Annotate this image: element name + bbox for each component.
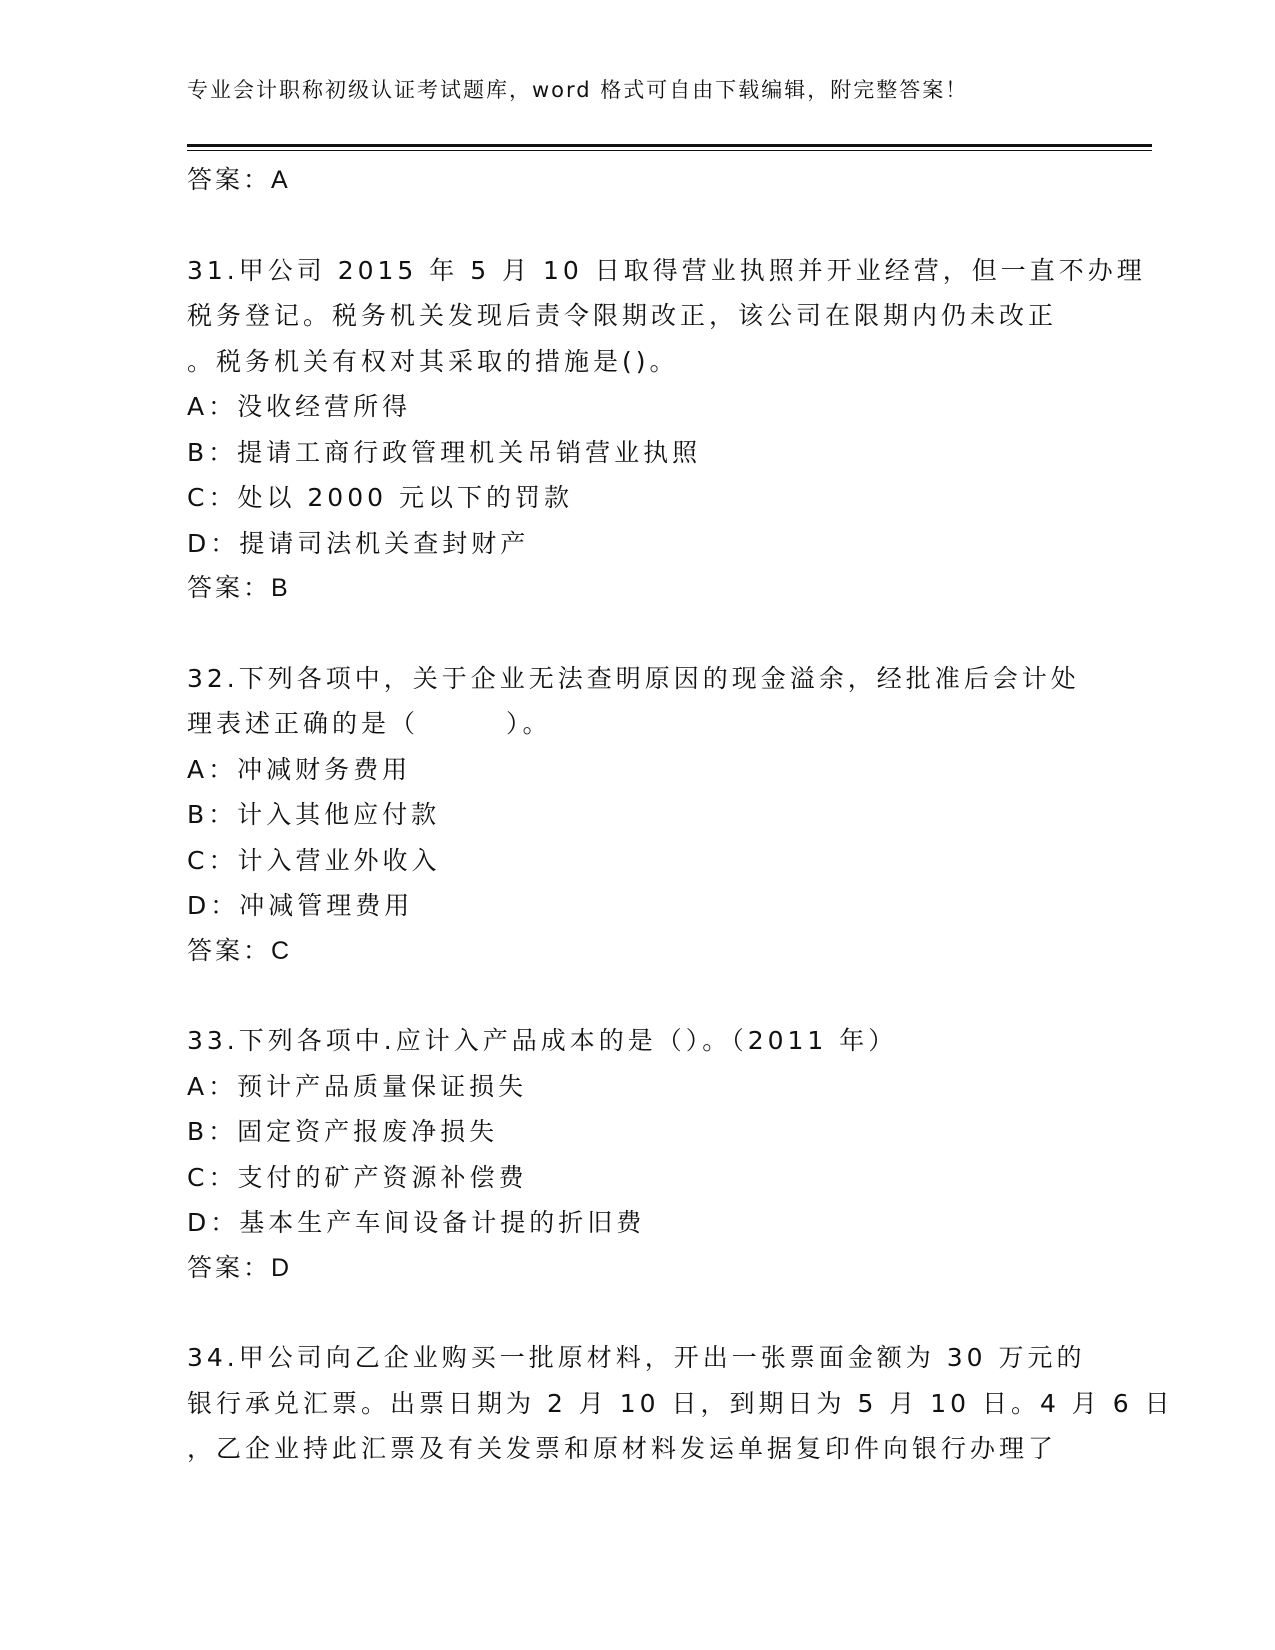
option-c: C：处以 2000 元以下的罚款 (187, 483, 573, 512)
question-text: 34.甲公司向乙企业购买一批原材料，开出一张票面金额为 30 万元的 (187, 1343, 1086, 1372)
option-c: C：计入营业外收入 (187, 845, 441, 875)
question-text: 理表述正确的是（ ）。 (187, 709, 552, 738)
option-a: A：没收经营所得 (187, 392, 412, 421)
answer-line: 答案：B (187, 574, 291, 602)
question-text: 31.甲公司 2015 年 5 月 10 日取得营业执照并开业经营，但一直不办理 (187, 255, 1146, 285)
header-divider-thin (187, 150, 1152, 151)
question-item (187, 248, 1146, 612)
question-item (187, 1018, 1087, 1291)
question-list (187, 158, 1174, 1472)
option-c: C：支付的矿产资源补偿费 (187, 1162, 528, 1192)
option-a: A：冲减财务费用 (187, 754, 412, 784)
option-b: B：固定资产报废净损失 (187, 1117, 499, 1146)
option-b: B：计入其他应付款 (187, 800, 441, 829)
question-text: 33.下列各项中.应计入产品成本的是（）。（2011 年） (187, 1026, 898, 1055)
answer-line: 答案：C (187, 936, 293, 965)
answer-line: 答案：D (187, 1253, 293, 1282)
option-d: D：提请司法机关查封财产 (187, 528, 530, 558)
question-text: 银行承兑汇票。出票日期为 2 月 10 日，到期日为 5 月 10 日。4 月 6 日 (187, 1388, 1174, 1418)
page-header: 专业会计职称初级认证考试题库，word 格式可自由下载编辑，附完整答案！ (187, 78, 969, 102)
question-text: ，乙企业持此汇票及有关发票和原材料发运单据复印件向银行办理了 (187, 1434, 1058, 1463)
header-divider (187, 144, 1152, 147)
question-text: 32.下列各项中，关于企业无法查明原因的现金溢余，经批准后会计处 (187, 663, 1080, 693)
question-item (187, 656, 1087, 975)
option-d: D：冲减管理费用 (187, 891, 414, 920)
option-d: D：基本生产车间设备计提的折旧费 (187, 1208, 646, 1237)
option-b: B：提请工商行政管理机关吊销营业执照 (187, 437, 702, 467)
question-item (187, 1335, 1174, 1472)
question-text: 税务登记。税务机关发现后责令限期改正，该公司在限期内仍未改正 (187, 301, 1058, 330)
option-a: A：预计产品质量保证损失 (187, 1071, 528, 1101)
question-text: 。税务机关有权对其采取的措施是()。 (187, 346, 679, 376)
answer-line: 答案：A (187, 166, 291, 194)
